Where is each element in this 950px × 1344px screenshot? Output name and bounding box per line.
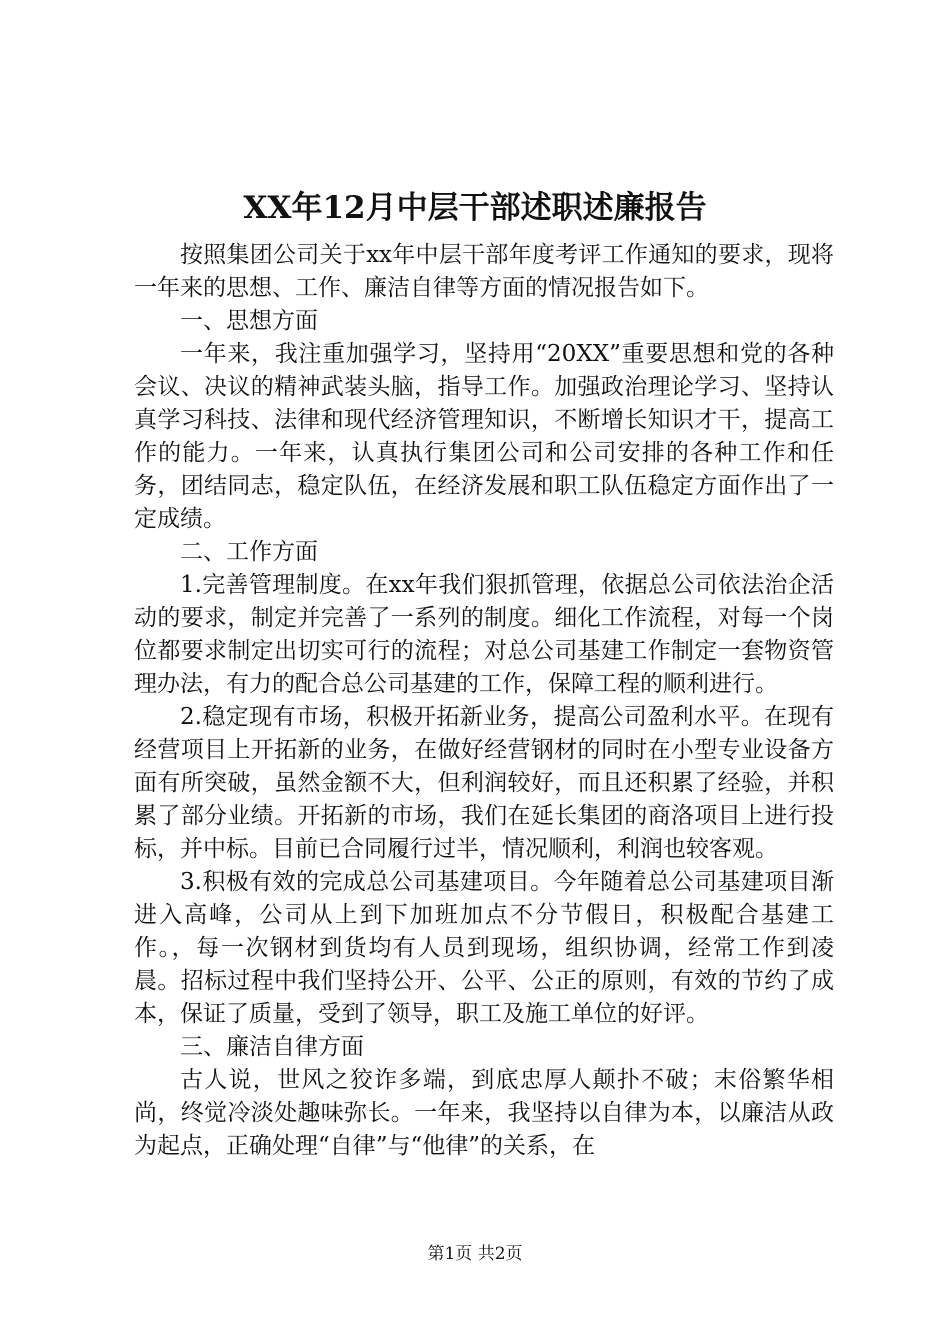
section-heading-thought: 一、思想方面 — [180, 308, 318, 334]
document-body — [134, 239, 834, 1163]
integrity-paragraph: 古人说，世风之狡诈多端，到底忠厚人颠扑不破；末俗繁华相尚，终觉冷淡处趣味弥长。一年来，我坚持以自律为本，以廉洁从政为起点，正确处理“自律”与“他律”的关系，在 — [134, 1067, 834, 1159]
section-heading-integrity: 三、廉洁自律方面 — [180, 1034, 364, 1060]
page-indicator: 第1页 共2页 — [427, 1244, 523, 1264]
document-title: XX年12月中层干部述职述廉报告 — [243, 190, 707, 226]
work-item-1: 1.完善管理制度。在xx年我们狠抓管理，依据总公司依法治企活动的要求，制定并完善了一系列的制度。细化工作流程，对每一个岗位都要求制定出切实可行的流程；对总公司基建工作制定一套物资管理办法，有力的配合总公司基建的工作，保障工程的顺利进行。 — [134, 572, 834, 697]
work-item-3: 3.积极有效的完成总公司基建项目。今年随着总公司基建项目渐进入高峰，公司从上到下加班加点不分节假日，积极配合基建工作。，每一次钢材到货均有人员到现场，组织协调，经常工作到凌晨。招标过程中我们坚持公开、公平、公正的原则，有效的节约了成本，保证了质量，受到了领导，职工及施工单位的好评。 — [134, 869, 834, 1027]
intro-paragraph: 按照集团公司关于xx年中层干部年度考评工作通知的要求，现将一年来的思想、工作、廉洁自律等方面的情况报告如下。 — [134, 242, 834, 301]
section-heading-work: 二、工作方面 — [180, 539, 318, 565]
work-item-2: 2.稳定现有市场，积极开拓新业务，提高公司盈利水平。在现有经营项目上开拓新的业务，在做好经营钢材的同时在小型专业设备方面有所突破，虽然金额不大，但利润较好，而且还积累了经验，并积累了部分业绩。开拓新的市场，我们在延长集团的商洛项目上进行投标，并中标。目前已合同履行过半，情况顺利，利润也较客观。 — [134, 704, 834, 862]
thought-paragraph: 一年来，我注重加强学习，坚持用“20XX”重要思想和党的各种会议、决议的精神武装头脑，指导工作。加强政治理论学习、坚持认真学习科技、法律和现代经济管理知识，不断增长知识才干，提高工作的能力。一年来，认真执行集团公司和公司安排的各种工作和任务，团结同志，稳定队伍，在经济发展和职工队伍稳定方面作出了一定成绩。 — [134, 341, 834, 532]
